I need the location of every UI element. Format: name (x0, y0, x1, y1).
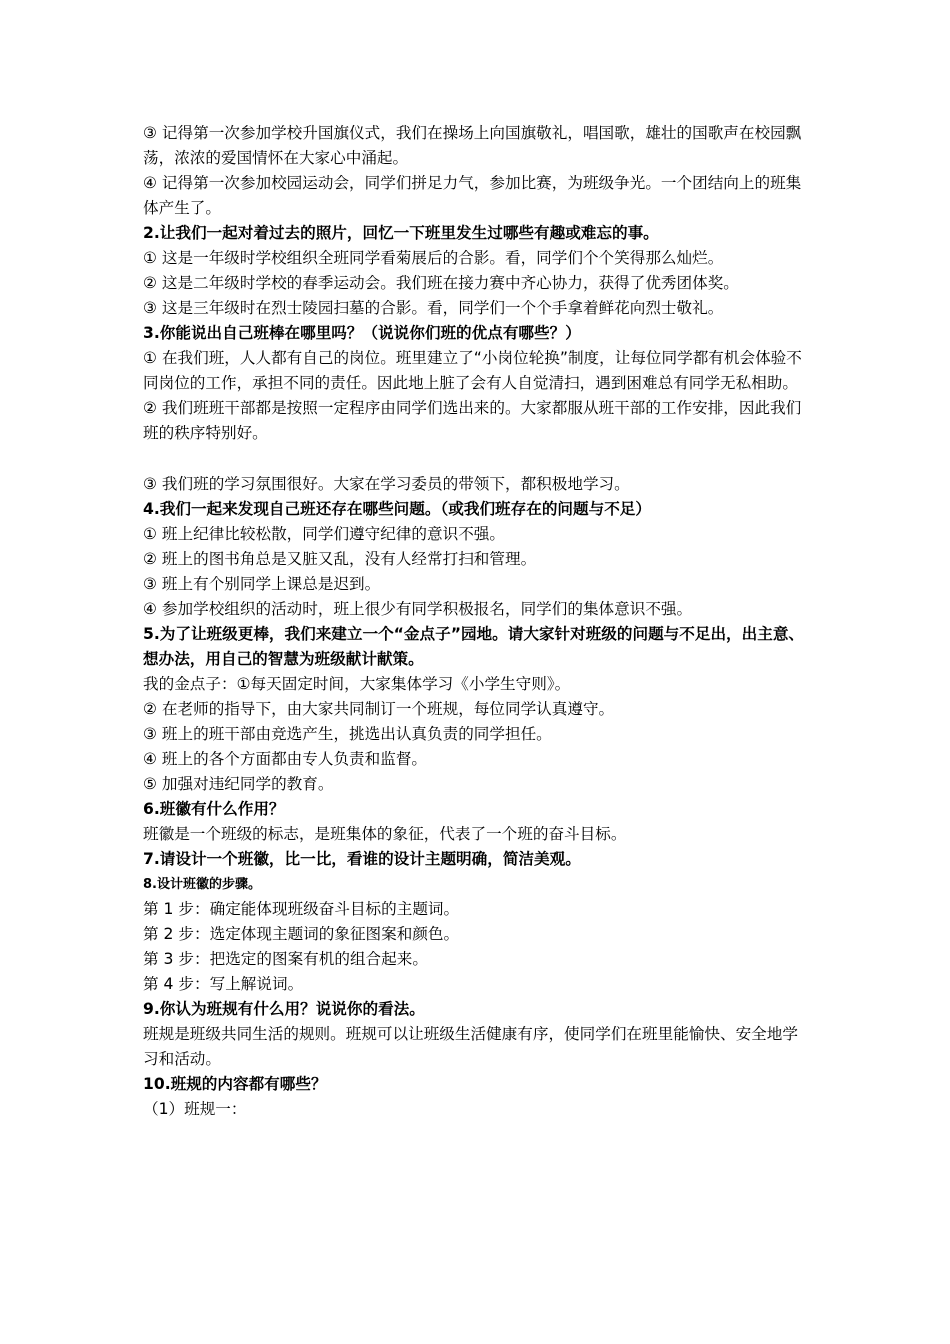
paragraph: （1）班规一： (143, 1100, 247, 1118)
paragraph: ① 这是一年级时学校组织全班同学看菊展后的合影。看，同学们个个笑得那么灿烂。 (143, 249, 724, 267)
question-heading: 8.设计班徽的步骤。 (143, 877, 261, 892)
paragraph: ② 我们班班干部都是按照一定程序由同学们选出来的。大家都服从班干部的工作安排，因此我们班的秩序特别好。 (143, 399, 802, 442)
paragraph: ② 班上的图书角总是又脏又乱，没有人经常打扫和管理。 (143, 550, 537, 568)
paragraph: ③ 班上的班干部由竞选产生，挑选出认真负责的同学担任。 (143, 725, 552, 743)
paragraph: ① 班上纪律比较松散，同学们遵守纪律的意识不强。 (143, 525, 505, 543)
blank-line (143, 446, 811, 472)
question-heading: 3.你能说出自己班棒在哪里吗？（说说你们班的优点有哪些？） (143, 324, 581, 342)
paragraph: 第 4 步：写上解说词。 (143, 975, 304, 993)
paragraph: 第 2 步：选定体现主题词的象征图案和颜色。 (143, 925, 460, 943)
paragraph: ③ 我们班的学习氛围很好。大家在学习委员的带领下，都积极地学习。 (143, 475, 630, 493)
paragraph: ② 在老师的指导下，由大家共同制订一个班规，每位同学认真遵守。 (143, 700, 615, 718)
paragraph: ③ 记得第一次参加学校升国旗仪式，我们在操场上向国旗敬礼，唱国歌，雄壮的国歌声在校园飘荡，浓浓的爱国情怀在大家心中涌起。 (143, 124, 802, 167)
paragraph: ③ 这是三年级时在烈士陵园扫墓的合影。看，同学们一个个手拿着鲜花向烈士敬礼。 (143, 299, 724, 317)
paragraph: 第 1 步：确定能体现班级奋斗目标的主题词。 (143, 900, 460, 918)
paragraph: ② 这是二年级时学校的春季运动会。我们班在接力赛中齐心协力，获得了优秀团体奖。 (143, 274, 739, 292)
paragraph: ④ 记得第一次参加校园运动会，同学们拼足力气，参加比赛，为班级争光。一个团结向上的班集体产生了。 (143, 174, 802, 217)
paragraph: ④ 班上的各个方面都由专人负责和监督。 (143, 750, 428, 768)
question-heading: 7.请设计一个班徽，比一比，看谁的设计主题明确，简洁美观。 (143, 850, 581, 868)
document-body (143, 121, 811, 1122)
paragraph: ④ 参加学校组织的活动时，班上很少有同学积极报名，同学们的集体意识不强。 (143, 600, 693, 618)
paragraph: ① 在我们班，人人都有自己的岗位。班里建立了“小岗位轮换”制度，让每位同学都有机会体验不同岗位的工作，承担不同的责任。因此地上脏了会有人自觉清扫，遇到困难总有同学无私相助。 (143, 349, 802, 392)
paragraph: 第 3 步：把选定的图案有机的组合起来。 (143, 950, 428, 968)
paragraph: 我的金点子：①每天固定时间，大家集体学习《小学生守则》。 (143, 675, 571, 693)
paragraph: ③ 班上有个别同学上课总是迟到。 (143, 575, 381, 593)
question-heading: 6.班徽有什么作用？ (143, 800, 285, 818)
paragraph: 班规是班级共同生活的规则。班规可以让班级生活健康有序，使同学们在班里能愉快、安全地学习和活动。 (143, 1025, 798, 1068)
question-heading: 9.你认为班规有什么用？说说你的看法。 (143, 1000, 425, 1018)
paragraph: ⑤ 加强对违纪同学的教育。 (143, 775, 334, 793)
question-heading: 4.我们一起来发现自己班还存在哪些问题。（或我们班存在的问题与不足） (143, 500, 651, 518)
question-heading: 10.班规的内容都有哪些？ (143, 1075, 327, 1093)
question-heading: 5.为了让班级更棒，我们来建立一个“金点子”园地。请大家针对班级的问题与不足出，出主意、想办法，用自己的智慧为班级献计献策。 (143, 625, 805, 668)
question-heading: 2.让我们一起对着过去的照片，回忆一下班里发生过哪些有趣或难忘的事。 (143, 224, 659, 242)
paragraph: 班徽是一个班级的标志，是班集体的象征，代表了一个班的奋斗目标。 (143, 825, 627, 843)
